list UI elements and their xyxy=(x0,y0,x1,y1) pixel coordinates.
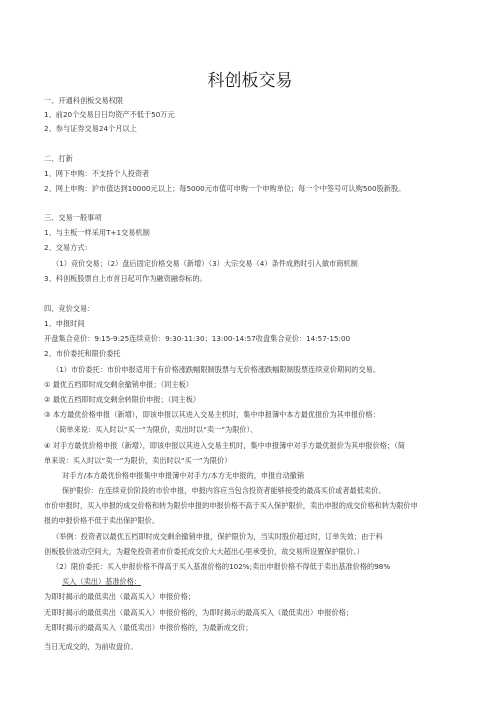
section-1-heading: 一、开通科创板交易权限 xyxy=(44,96,124,105)
s2-line-2: 2、网上申购：沪市值达到10000元以上；每5000元市值可申购一个申购单位；每一个中签号可认购500股新股。 xyxy=(44,184,406,193)
s3-line-3: （1）竞价交易；（2）盘后固定价格交易（新增）（3）大宗交易（4）条件成熟时引入做市商机制 xyxy=(52,259,358,268)
s4-line-18: 买入（卖出）基准价格： xyxy=(62,577,142,586)
s4-line-8: （简单来说：买入时以“买一”为限价，卖出时以“卖一”为限价）、 xyxy=(52,425,258,434)
s4-line-17: （2）限价委托：买入申报价格不得高于买入基准价格的102%;卖出申报价格不得低于卖出基准价格的98% xyxy=(52,562,391,571)
s4-line-13: 市价申报时，买入申报的成交价格和转为限价申报的申报价格不高于买入保护限价，卖出申报的成交价格和转为限价申 xyxy=(44,501,418,510)
s1-line-2: 2、参与证券交易24个月以上 xyxy=(44,124,137,133)
s4-line-1: 1、申报时间 xyxy=(44,319,85,328)
s4-line-9: ④ 对手方最优价格申报（新增），即该申报以其进入交易主机时，集中申报簿中对手方最优报价为其申报价格；（简 xyxy=(44,441,405,450)
s4-line-22: 当日无成交的，为前收盘价。 xyxy=(44,642,138,651)
s4-line-6: ② 最优五档即时成交剩余转限价申报；（同主板） xyxy=(44,395,201,404)
s3-line-1: 1、与主板一样采用T+1交易机制 xyxy=(44,228,150,237)
s4-line-19: 为即时揭示的最低卖出（最高买入）申报价格； xyxy=(44,592,195,601)
s4-line-5: ① 最优五档即时成交剩余撤销申报；（同主板） xyxy=(44,380,193,389)
s4-line-7: ③ 本方最优价格申报（新增），即该申报以其进入交易主机时，集中申报簿中本方最优报价为其申报价格： xyxy=(44,410,380,419)
s3-line-4: 3、科创板股票自上市首日起可作为融资融券标的。 xyxy=(44,274,207,283)
s4-line-12: 保护限价：在连续竞价阶段的市价申报，申报内容应当包含投资者能够接受的最高买价或者最低卖价。 xyxy=(62,486,386,495)
s3-line-2: 2、交易方式： xyxy=(44,243,92,252)
page-title: 科创板交易 xyxy=(207,71,293,91)
section-4-heading: 四、竞价交易： xyxy=(44,304,95,313)
s1-line-1: 1、前20个交易日日均资产不低于50万元 xyxy=(44,110,175,119)
section-3-heading: 三、交易一般事项 xyxy=(44,213,102,222)
s4-line-10: 单来说：买入时以“卖一”为限价，卖出时以“买一”为限价） xyxy=(44,456,232,465)
s4-line-11: 对手方/本方最优价格申报集中申报簿中对手方/本方无申报的，申报自动撤销 xyxy=(62,471,305,480)
s4-line-15: （举例：投资者以最优五档即时成交剩余撤销申报，保护限价为，当实时股价超过时，订单失效；由于科 xyxy=(52,532,383,541)
s4-line-2: 开盘集合竞价：9:15-9:25连续竞价：9:30-11:30；13:00-14:57收盘集合竞价：14:57-15:00 xyxy=(44,334,351,343)
s4-line-20: 无即时揭示的最低卖出（最高买入）申报价格的，为即时揭示的最高买入（最低卖出）申报价格； xyxy=(44,608,354,617)
s4-line-14: 报的申报价格不低于卖出保护限价。 xyxy=(44,516,160,525)
s4-line-4: （1）市价委托：市价申报适用于有价格涨跌幅限制股票与无价格涨跌幅限制股票连续竞价期间的交易。 xyxy=(52,365,381,374)
s4-line-16: 创板股价波动空间大，为避免投资者市价委托成交价大大超出心里承受价，故交易所设置保护限价。） xyxy=(44,547,364,556)
s4-line-21: 无即时揭示的最高买入（最低卖出）申报价格的，为最新成交价； xyxy=(44,623,253,632)
s4-line-3: 2、市价委托和限价委托 xyxy=(44,349,121,358)
section-2-heading: 二、打新 xyxy=(44,154,73,163)
s2-line-1: 1、网下申购：不支持个人投资者 xyxy=(44,169,150,178)
